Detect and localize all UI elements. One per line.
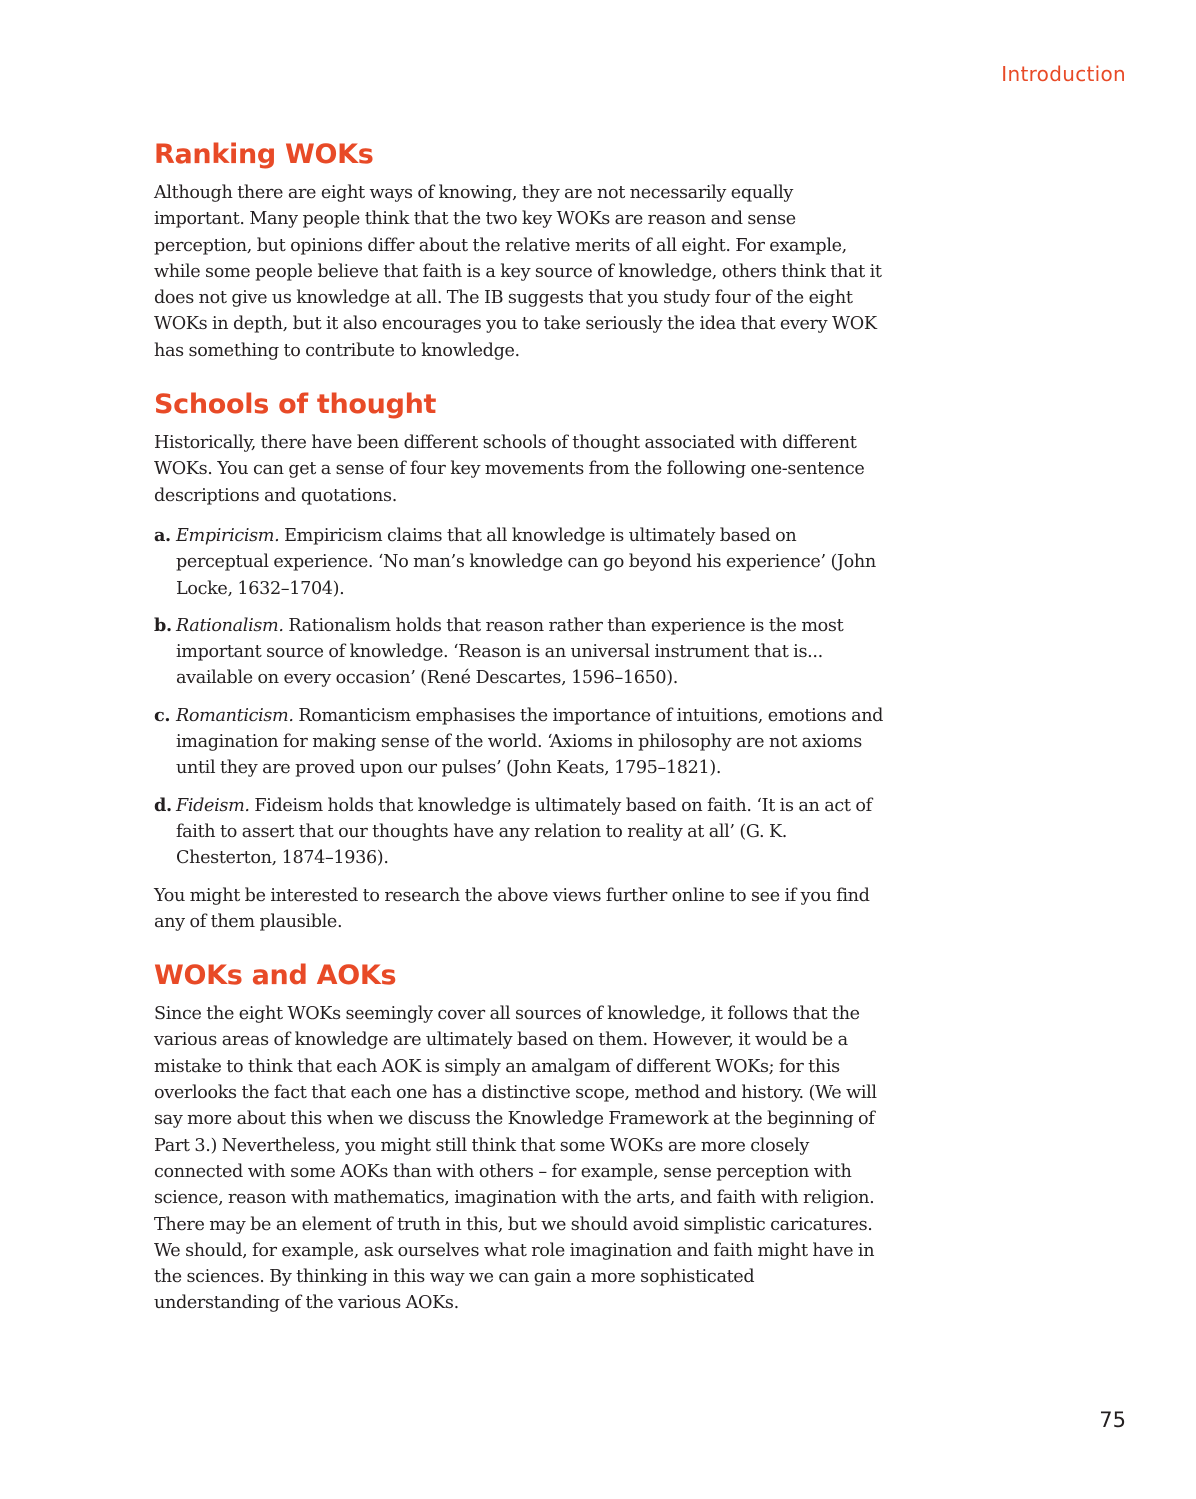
section-heading: WOKs and AOKs <box>154 960 397 992</box>
list-text: Fideism holds that knowledge is ultimately based on faith. ‘It is an act of faith to assert that our thoughts have any relation to reality at all’ (G. K. Chesterton, 1874–1936). <box>176 795 872 869</box>
body-paragraph: Although there are eight ways of knowing, they are not necessarily equally important. Many people think that the two key WOKs are reason and sense perception, but opinions differ about the relative merits of all eight. For example, while some people believe that faith is a key source of knowledge, others think that it does not give us knowledge at all. The IB suggests that you study four of the eight WOKs in depth, but it also encourages you to take seriously the idea that every WOK has something to contribute to knowledge. <box>154 183 882 361</box>
section-heading: Ranking WOKs <box>154 139 374 170</box>
list-marker: b. <box>154 614 172 636</box>
list-text: Romanticism emphasises the importance of intuitions, emotions and imagination for making sense of the world. ‘Axioms in philosophy are not axioms until they are proved upon our pulses’ (John Keats, 1795–1821). <box>176 705 884 779</box>
section-ranking-woks <box>154 136 884 364</box>
list-marker: a. <box>154 524 171 546</box>
list-term: Fideism. <box>176 795 250 816</box>
page-content <box>154 136 884 1317</box>
page-number: 75 <box>1099 1408 1126 1432</box>
list-text: Rationalism holds that reason rather than experience is the most important source of knowledge. ‘Reason is an universal instrument that is... available on every occasion’ (René Descartes, 1596–1650). <box>176 615 844 689</box>
running-head: Introduction <box>1001 62 1126 86</box>
list-marker: c. <box>154 704 171 726</box>
list-item-romanticism <box>154 703 884 782</box>
list-text: Empiricism claims that all knowledge is ultimately based on perceptual experience. ‘No man’s knowledge can go beyond his experience’ (John Locke, 1632–1704). <box>176 525 876 599</box>
section-woks-and-aoks <box>154 957 884 1317</box>
body-paragraph: Historically, there have been different schools of thought associated with different WOKs. You can get a sense of four key movements from the following one-sentence descriptions and quotations. <box>154 433 865 506</box>
body-paragraph: You might be interested to research the above views further online to see if you find any of them plausible. <box>154 885 870 932</box>
list-item-rationalism <box>154 613 884 692</box>
section-schools-of-thought <box>154 386 884 935</box>
body-paragraph: Since the eight WOKs seemingly cover all sources of knowledge, it follows that the various areas of knowledge are ultimately based on them. However, it would be a mistake to think that each AOK is simply an amalgam of different WOKs; for this overlooks the fact that each one has a distinctive scope, method and history. (We will say more about this when we discuss the Knowledge Framework at the beginning of Part 3.) Nevertheless, you might still think that some WOKs are more closely connected with some AOKs than with others – for example, sense perception with science, reason with mathematics, imagination with the arts, and faith with religion. There may be an element of truth in this, but we should avoid simplistic caricatures. We should, for example, ask ourselves what role imagination and faith might have in the sciences. By thinking in this way we can gain a more sophisticated understanding of the various AOKs. <box>154 1004 877 1314</box>
list-marker: d. <box>154 794 172 816</box>
section-heading: Schools of thought <box>154 389 437 421</box>
list-term: Rationalism. <box>176 615 284 636</box>
list-term: Romanticism. <box>176 705 294 726</box>
list-term: Empiricism. <box>176 525 280 546</box>
list-item-empiricism <box>154 523 884 602</box>
list-item-fideism <box>154 793 884 872</box>
